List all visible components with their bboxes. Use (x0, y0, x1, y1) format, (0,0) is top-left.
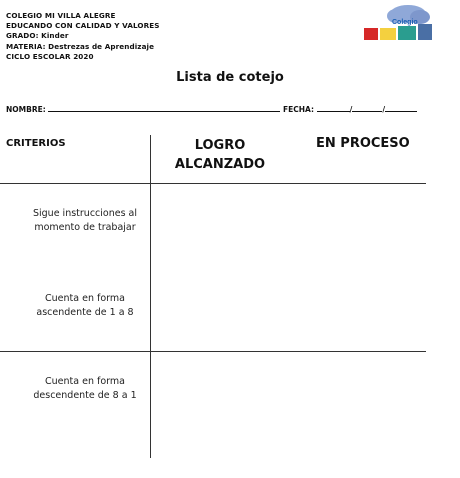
logo-word: Colegio (392, 19, 418, 26)
criteria-header: CRITERIOS (6, 138, 66, 149)
date-separator: / (349, 105, 353, 114)
table-row (10, 207, 160, 235)
date-separator: / (382, 105, 386, 114)
date-year-field[interactable] (385, 104, 417, 112)
school-name: COLEGIO MI VILLA ALEGRE (6, 11, 116, 20)
name-label: NOMBRE: (6, 105, 46, 114)
table-row (10, 375, 160, 403)
in-process-header: EN PROCESO (316, 136, 410, 151)
criterion-text: Sigue instrucciones al (32, 208, 138, 219)
subject-line: MATERIA: Destrezas de Aprendizaje (6, 41, 155, 51)
school-motto: EDUCANDO CON CALIDAD Y VALORES (6, 21, 160, 31)
criterion-text: ascendente de 1 a 8 (36, 307, 134, 318)
school-logo (362, 2, 434, 42)
logo-block-yellow (380, 28, 396, 40)
criterion-text: Cuenta en forma (45, 293, 125, 304)
table-header-divider (0, 183, 426, 184)
name-field[interactable] (48, 104, 280, 112)
logo-block-blue (418, 24, 432, 40)
page-title: Lista de cotejo (176, 70, 284, 85)
achieved-header (170, 136, 270, 174)
criterion-text: descendente de 8 a 1 (33, 390, 137, 401)
logo-block-teal (398, 26, 416, 40)
criterion-text: Cuenta en forma (45, 376, 125, 387)
achieved-header-line1: LOGRO (194, 138, 246, 153)
school-year-line: CICLO ESCOLAR 2020 (6, 51, 94, 61)
date-month-field[interactable] (349, 104, 382, 114)
date-day-field[interactable] (317, 104, 350, 112)
logo-block-red (364, 28, 378, 40)
school-header (6, 11, 160, 62)
table-row (10, 292, 160, 320)
grade-line: GRADO: Kinder (6, 31, 69, 41)
achieved-header-line2: ALCANZADO (174, 157, 266, 172)
name-date-line (6, 104, 417, 114)
table-row-divider (0, 351, 426, 352)
criterion-text: momento de trabajar (34, 222, 136, 233)
date-label: FECHA: (282, 105, 314, 114)
